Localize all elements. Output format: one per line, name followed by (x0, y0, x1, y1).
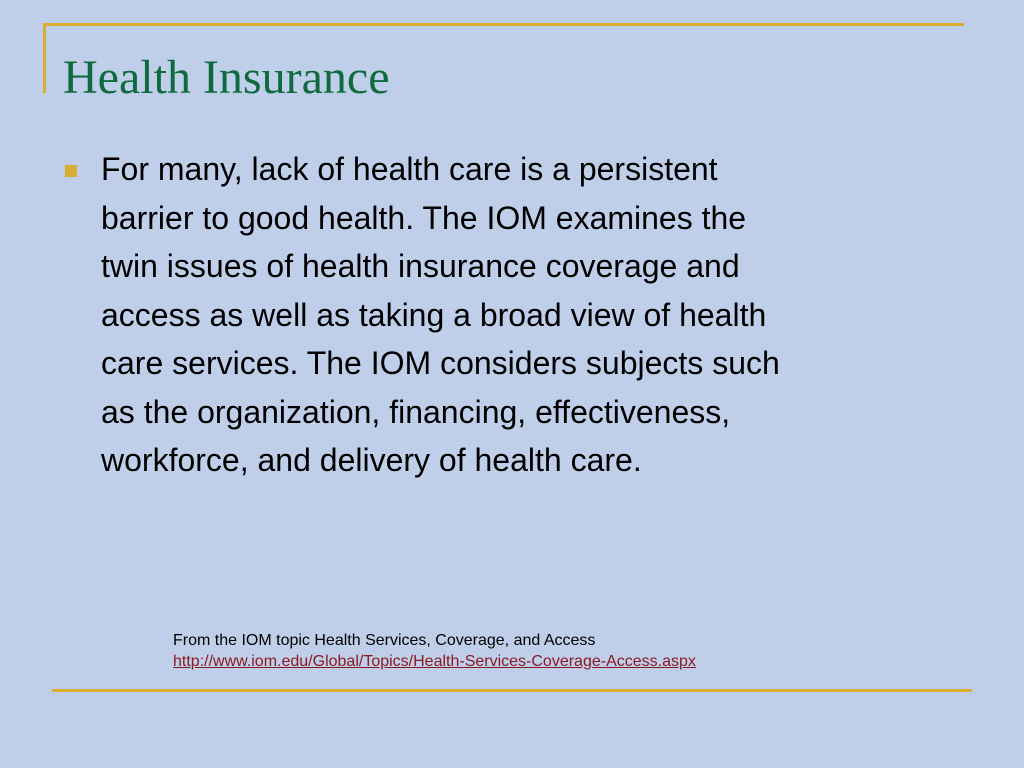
body-line: barrier to good health. The IOM examines the (101, 199, 747, 236)
body-line: access as well as taking a broad view of health (101, 296, 767, 333)
body-line: workforce, and delivery of health care. (101, 442, 642, 478)
source-caption: From the IOM topic Health Services, Coverage, and Access (173, 632, 596, 649)
source-link[interactable]: http://www.iom.edu/Global/Topics/Health-Services-Coverage-Access.aspx (173, 653, 696, 670)
left-accent-rule (43, 23, 46, 93)
body-line: as the organization, financing, effectiveness, (101, 393, 731, 430)
body-line: care services. The IOM considers subjects such (101, 345, 780, 381)
top-accent-rule (43, 23, 964, 26)
slide-title: Health Insurance (63, 51, 390, 104)
bottom-accent-rule (52, 689, 972, 692)
body-line: twin issues of health insurance coverage and (101, 248, 740, 284)
body-line: For many, lack of health care is a persistent (101, 151, 718, 187)
body-paragraph (101, 145, 981, 485)
square-bullet-icon (65, 165, 77, 177)
source-citation (173, 630, 696, 672)
